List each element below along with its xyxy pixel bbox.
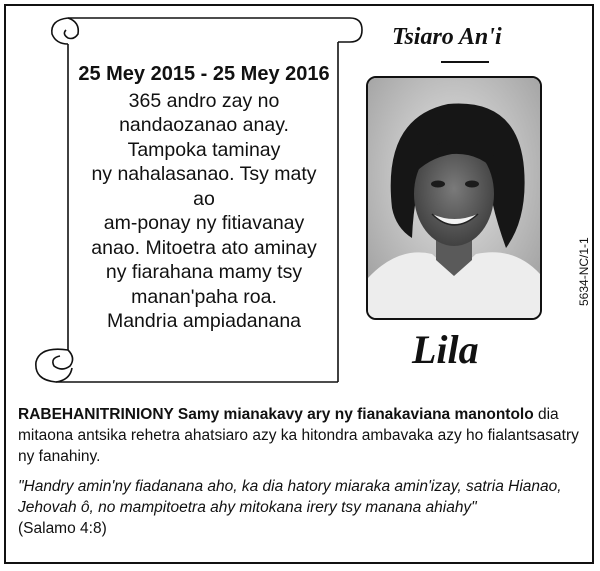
deceased-name: Lila: [412, 327, 479, 372]
family-name: RABEHANITRINIONY Samy mianakavy ary ny fianakaviana manontolo: [18, 406, 534, 423]
memorial-line: 365 andro zay no: [128, 89, 280, 112]
reference-code: 5634-NC/1-1: [577, 237, 591, 306]
thanks-text: dia mitaona antsika rehetra ahatsiaro azy ka hitondra ambavaka azy ho fialantsasatry ny fanahiny.: [18, 406, 579, 465]
portrait-image: [368, 78, 540, 318]
bible-verse: [18, 476, 590, 539]
memorial-line: nandaozanao anay.: [119, 114, 289, 136]
memorial-line: ny fiarahana mamy tsy: [105, 261, 303, 283]
memorial-text: [78, 62, 330, 334]
portrait-photo: [366, 76, 542, 320]
memorial-line: ny nahalasanao. Tsy maty ao: [91, 163, 317, 210]
thanks-paragraph: [18, 404, 590, 467]
notice-title: Tsiaro An'i: [392, 24, 502, 50]
memorial-line: Tampoka taminay: [127, 138, 281, 161]
notice-body: [18, 404, 590, 539]
title-underline: [441, 61, 489, 63]
verse-text: "Handry amin'ny fiadanana aho, ka dia hatory miaraka amin'izay, satria Hianao, Jehovah ô, no mampitoetra ahy mitokana irery tsy manana ahiahy": [18, 478, 562, 516]
memorial-line: anao. Mitoetra ato aminay: [91, 236, 317, 259]
memorial-line: am-ponay ny fitiavanay: [103, 212, 305, 234]
memorial-date-range: 25 Mey 2015 - 25 Mey 2016: [78, 63, 330, 85]
memorial-line: manan'paha roa.: [131, 285, 277, 308]
memorial-line: Mandria ampiadanana: [106, 310, 302, 332]
verse-citation: (Salamo 4:8): [18, 520, 107, 537]
memorial-scroll: [20, 10, 365, 390]
